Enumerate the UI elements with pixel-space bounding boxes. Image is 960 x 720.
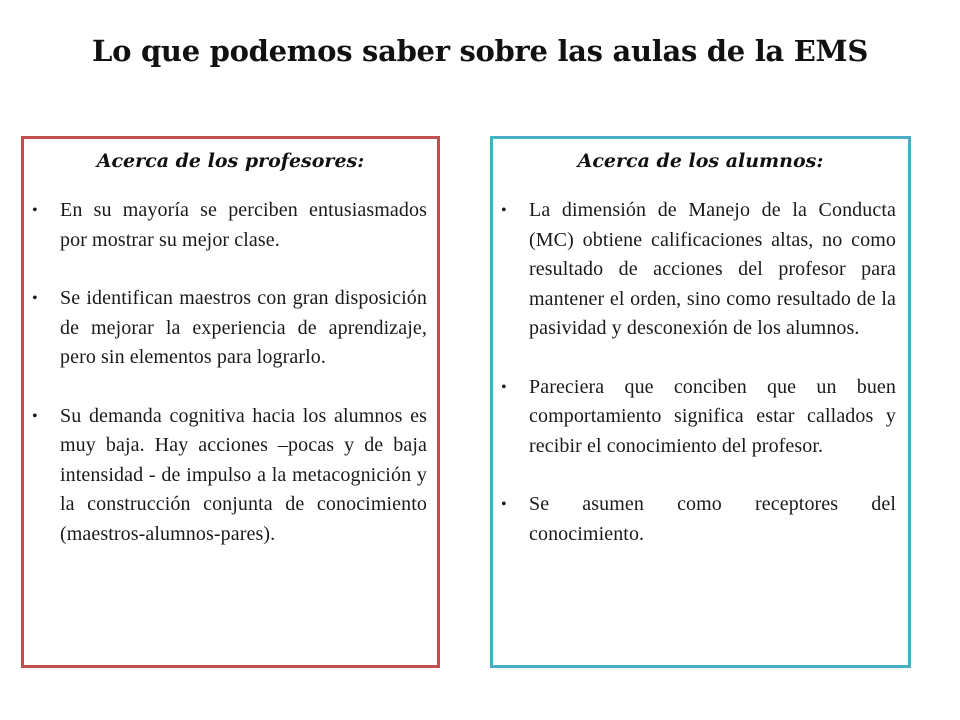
list-item — [32, 284, 427, 373]
bullet-text: La dimensión de Manejo de la Conducta (MC) obtiene calificaciones altas, no como resultado de acciones del profesor para mantener el orden, sino como resultado de la pasividad y desconexión de los alumnos. — [529, 199, 896, 339]
bullet-text: Se asumen como receptores del conocimiento. — [529, 493, 896, 545]
bullet-icon: • — [501, 496, 507, 513]
bullet-text: Pareciera que conciben que un buen comportamiento significa estar callados y recibir el conocimiento del profesor. — [529, 375, 896, 457]
list-item — [501, 196, 896, 344]
bullet-icon: • — [501, 378, 507, 396]
students-panel — [490, 136, 911, 668]
bullet-icon: • — [32, 202, 38, 219]
bullet-text: Se identifican maestros con gran disposición de mejorar la experiencia de aprendizaje, pero sin elementos para lograrlo. — [60, 287, 427, 368]
teachers-panel — [21, 136, 440, 668]
bullet-icon: • — [32, 290, 38, 307]
page-title: Lo que podemos saber sobre las aulas de la EMS — [92, 34, 868, 68]
bullet-icon: • — [32, 407, 38, 425]
list-item — [501, 373, 896, 462]
teachers-bullet-list — [24, 196, 437, 549]
students-panel-heading: Acerca de los alumnos: — [577, 150, 824, 172]
list-item — [32, 196, 427, 255]
list-item — [501, 490, 896, 549]
bullet-text: Su demanda cognitiva hacia los alumnos es muy baja. Hay acciones –pocas y de baja intensidad - de impulso a la metacognición y la construcción conjunta de conocimiento (maestros-alumnos-pares). — [60, 404, 427, 545]
students-bullet-list — [493, 196, 908, 549]
bullet-text: En su mayoría se perciben entusiasmados por mostrar su mejor clase. — [60, 199, 427, 251]
list-item — [32, 402, 427, 550]
bullet-icon: • — [501, 202, 507, 219]
teachers-panel-heading: Acerca de los profesores: — [96, 150, 365, 172]
